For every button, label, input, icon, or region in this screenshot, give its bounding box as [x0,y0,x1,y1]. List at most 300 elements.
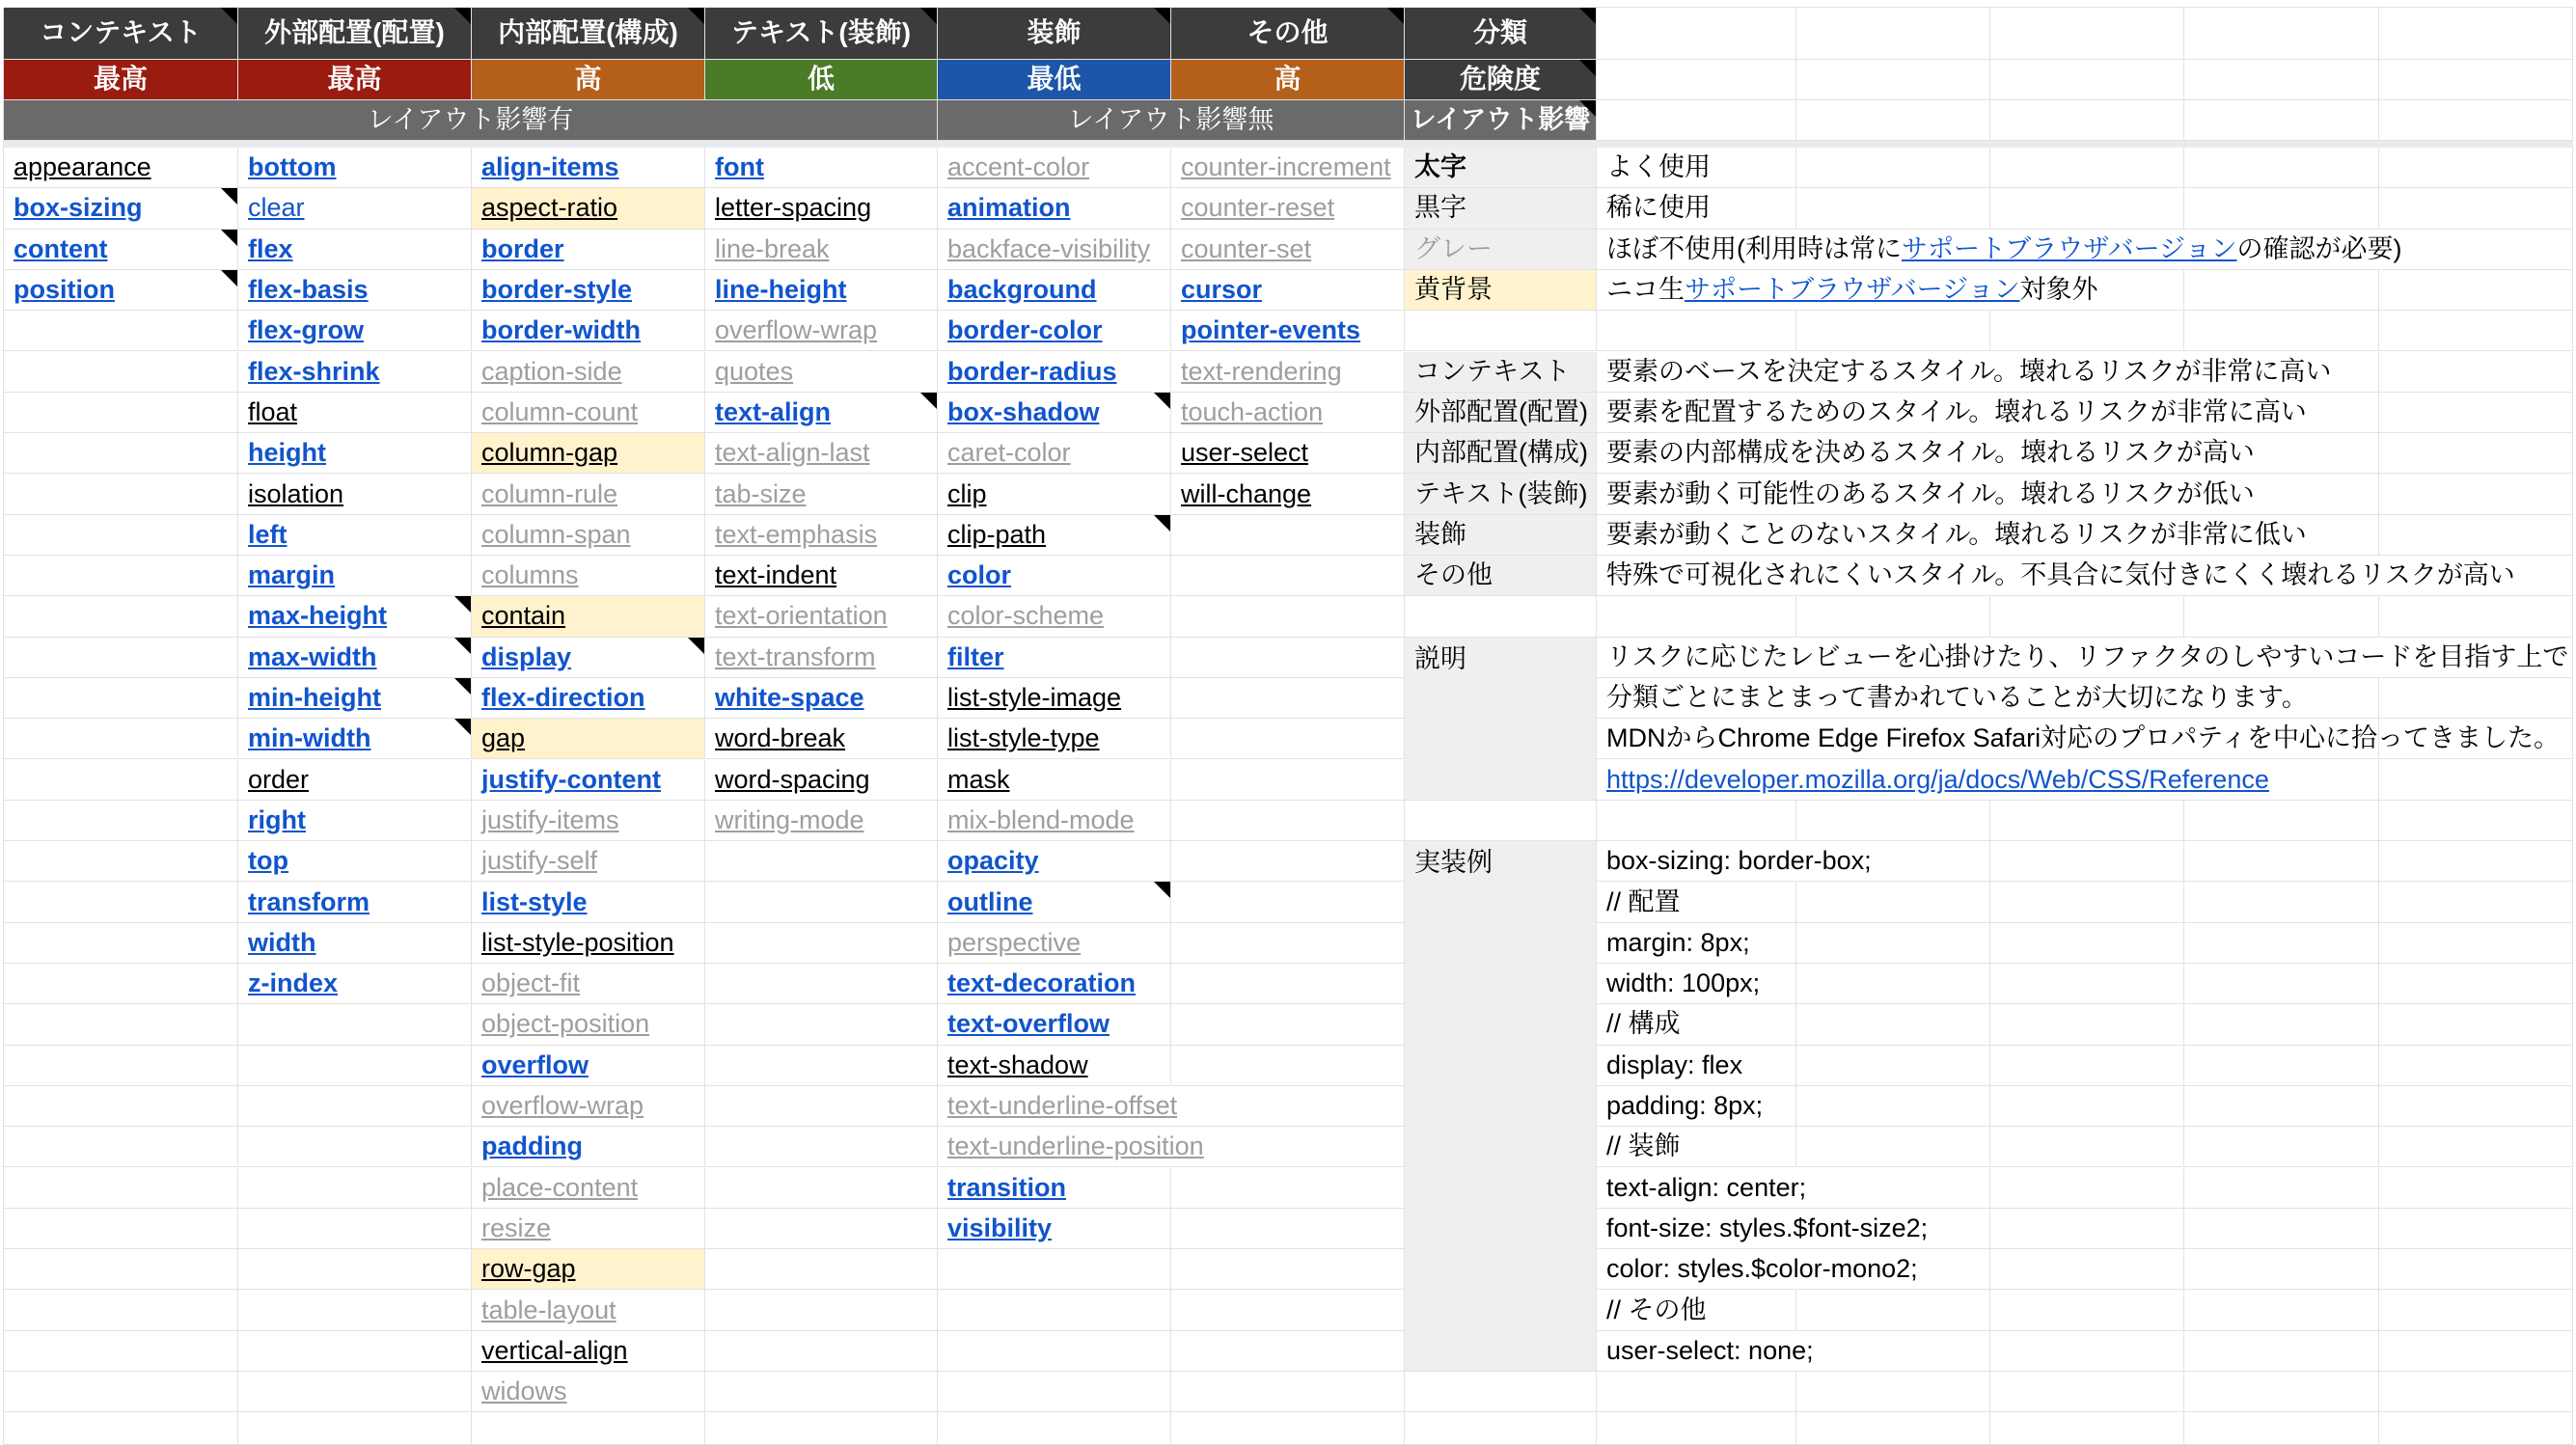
grid-cell[interactable] [1597,1412,1796,1445]
grid-cell[interactable] [2184,188,2379,229]
property-list-style-image[interactable] [938,678,1171,719]
property-opacity[interactable] [938,841,1171,882]
grid-cell[interactable] [1990,1331,2184,1372]
property-font[interactable] [705,148,938,188]
grid-cell[interactable] [2184,1127,2379,1167]
grid-cell[interactable] [938,1412,1171,1445]
grid-cell[interactable] [938,1331,1171,1372]
grid-cell[interactable] [2184,1086,2379,1127]
grid-cell[interactable] [4,760,238,801]
property-filter[interactable] [938,638,1171,678]
grid-cell[interactable] [705,1004,938,1045]
grid-cell[interactable] [1171,841,1405,882]
grid-cell[interactable] [705,923,938,964]
property-background[interactable] [938,270,1171,311]
property-list-style-type[interactable] [938,719,1171,759]
property-text-underline-position[interactable] [938,1127,1405,1167]
grid-cell[interactable] [1990,596,2184,637]
property-line-break[interactable] [705,230,938,270]
grid-cell[interactable] [1796,1290,1990,1330]
property-object-position[interactable] [472,1004,705,1045]
property-accent-color[interactable] [938,148,1171,188]
property-flex-grow[interactable] [238,311,472,351]
property-letter-spacing[interactable] [705,188,938,229]
risk-cell-3[interactable] [705,60,938,100]
grid-cell[interactable] [705,1127,938,1167]
grid-cell[interactable] [1171,882,1405,922]
note-row-13[interactable] [1597,638,2573,678]
property-flex-shrink[interactable] [238,352,472,393]
column-header-2[interactable] [472,8,705,60]
grid-cell[interactable] [1171,964,1405,1004]
property-min-width[interactable] [238,719,472,759]
grid-cell[interactable] [4,556,238,596]
property-list-style[interactable] [472,882,705,922]
property-animation[interactable] [938,188,1171,229]
grid-cell[interactable] [1990,1004,2184,1045]
grid-cell[interactable] [1171,678,1405,719]
grid-cell[interactable] [1796,882,1990,922]
column-header-1[interactable] [238,8,472,60]
grid-cell[interactable] [705,1412,938,1445]
grid-cell[interactable] [1796,1127,1990,1167]
grid-cell[interactable] [1405,311,1597,351]
grid-cell[interactable] [2379,8,2573,60]
property-bottom[interactable] [238,148,472,188]
property-pointer-events[interactable] [1171,311,1405,351]
grid-cell[interactable] [4,1209,238,1249]
note-row-30[interactable] [1597,1331,1990,1372]
grid-cell[interactable] [1171,760,1405,801]
grid-cell[interactable] [1171,596,1405,637]
property-tab-size[interactable] [705,474,938,514]
grid-cell[interactable] [1171,719,1405,759]
property-vertical-align[interactable] [472,1331,705,1372]
grid-cell[interactable] [2184,311,2379,351]
classification-cell-9[interactable] [1405,556,1597,596]
property-justify-self[interactable] [472,841,705,882]
grid-cell[interactable] [705,1086,938,1127]
property-clip-path[interactable] [938,515,1171,556]
property-backface-visibility[interactable] [938,230,1171,270]
property-border[interactable] [472,230,705,270]
classification-cell-5[interactable] [1405,393,1597,433]
grid-cell[interactable] [2184,1249,2379,1290]
grid-cell[interactable] [2379,474,2573,514]
note-link[interactable]: https://developer.mozilla.org/ja/docs/Web/CSS/Reference [1606,764,2269,794]
property-color[interactable] [938,556,1171,596]
grid-cell[interactable] [4,393,238,433]
grid-cell[interactable] [2184,1412,2379,1445]
grid-cell[interactable] [4,1290,238,1330]
note-row-8[interactable] [1597,433,2379,474]
grid-cell[interactable] [2184,841,2379,882]
grid-cell[interactable] [1796,60,1990,100]
grid-cell[interactable] [938,1249,1171,1290]
property-outline[interactable] [938,882,1171,922]
property-overflow[interactable] [472,1046,705,1086]
grid-cell[interactable] [1796,1046,1990,1086]
grid-cell[interactable] [238,1412,472,1445]
property-display[interactable] [472,638,705,678]
note-row-16[interactable] [1597,760,2379,801]
property-white-space[interactable] [705,678,938,719]
grid-cell[interactable] [472,1412,705,1445]
property-text-align-last[interactable] [705,433,938,474]
grid-cell[interactable] [1796,596,1990,637]
property-contain[interactable] [472,596,705,637]
grid-cell[interactable] [2379,1168,2573,1209]
property-box-shadow[interactable] [938,393,1171,433]
property-z-index[interactable] [238,964,472,1004]
grid-cell[interactable] [1990,1412,2184,1445]
grid-cell[interactable] [2184,801,2379,841]
grid-cell[interactable] [1171,1249,1405,1290]
property-position[interactable] [4,270,238,311]
grid-cell[interactable] [1597,100,1796,141]
grid-cell[interactable] [2184,1331,2379,1372]
grid-cell[interactable] [1171,638,1405,678]
property-justify-content[interactable] [472,760,705,801]
grid-cell[interactable] [2184,882,2379,922]
grid-cell[interactable] [4,352,238,393]
grid-cell[interactable] [2184,1046,2379,1086]
grid-cell[interactable] [705,1249,938,1290]
grid-cell[interactable] [4,1331,238,1372]
property-column-rule[interactable] [472,474,705,514]
classification-cell-0[interactable] [1405,148,1597,188]
property-padding[interactable] [472,1127,705,1167]
grid-cell[interactable] [2184,100,2379,141]
property-quotes[interactable] [705,352,938,393]
column-header-3[interactable] [705,8,938,60]
note-row-2[interactable] [1597,188,1796,229]
grid-cell[interactable] [2184,596,2379,637]
grid-cell[interactable] [2379,515,2573,556]
property-text-shadow[interactable] [938,1046,1171,1086]
property-counter-reset[interactable] [1171,188,1405,229]
grid-cell[interactable] [1597,1372,1796,1412]
note-row-7[interactable] [1597,393,2379,433]
grid-cell[interactable] [2379,393,2573,433]
grid-cell[interactable] [238,1086,472,1127]
grid-cell[interactable] [1597,60,1796,100]
grid-cell[interactable] [1990,1209,2184,1249]
note-row-22[interactable] [1597,1004,1796,1045]
property-max-width[interactable] [238,638,472,678]
property-touch-action[interactable] [1171,393,1405,433]
grid-cell[interactable] [2184,964,2379,1004]
grid-cell[interactable] [4,1046,238,1086]
property-flex-direction[interactable] [472,678,705,719]
property-right[interactable] [238,801,472,841]
note-row-20[interactable] [1597,923,1796,964]
grid-cell[interactable] [1405,1372,1597,1412]
note-row-29[interactable] [1597,1290,1796,1330]
grid-cell[interactable] [2379,352,2573,393]
grid-cell[interactable] [1796,923,1990,964]
note-row-24[interactable] [1597,1086,1796,1127]
grid-cell[interactable] [238,1004,472,1045]
grid-cell[interactable] [2379,964,2573,1004]
note-link[interactable]: サポートブラウザバージョン [1902,233,2237,263]
column-header-4[interactable] [938,8,1171,60]
grid-cell[interactable] [1171,1331,1405,1372]
grid-cell[interactable] [2379,433,2573,474]
grid-cell[interactable] [2379,1290,2573,1330]
grid-cell[interactable] [1796,1004,1990,1045]
grid-cell[interactable] [1990,311,2184,351]
grid-cell[interactable] [2184,8,2379,60]
grid-cell[interactable] [2379,1209,2573,1249]
grid-cell[interactable] [4,923,238,964]
property-clear[interactable] [238,188,472,229]
property-visibility[interactable] [938,1209,1171,1249]
note-row-27[interactable] [1597,1209,1990,1249]
property-overflow-wrap[interactable] [705,311,938,351]
grid-cell[interactable] [4,841,238,882]
property-isolation[interactable] [238,474,472,514]
risk-cell-0[interactable] [4,60,238,100]
note-row-25[interactable] [1597,1127,1796,1167]
classification-cell-2[interactable] [1405,230,1597,270]
grid-cell[interactable] [238,1046,472,1086]
property-left[interactable] [238,515,472,556]
grid-cell[interactable] [4,882,238,922]
grid-cell[interactable] [238,1331,472,1372]
grid-cell[interactable] [2379,841,2573,882]
note-row-6[interactable] [1597,352,2379,393]
property-min-height[interactable] [238,678,472,719]
grid-cell[interactable] [4,474,238,514]
property-border-color[interactable] [938,311,1171,351]
grid-cell[interactable] [1990,964,2184,1004]
grid-cell[interactable] [238,1249,472,1290]
property-text-decoration[interactable] [938,964,1171,1004]
property-text-underline-offset[interactable] [938,1086,1405,1127]
property-text-overflow[interactable] [938,1004,1171,1045]
risk-cell-1[interactable] [238,60,472,100]
grid-cell[interactable] [2379,760,2573,801]
property-text-transform[interactable] [705,638,938,678]
grid-cell[interactable] [1796,1412,1990,1445]
risk-cell-6[interactable] [1405,60,1597,100]
note-row-4[interactable] [1597,270,2184,311]
grid-cell[interactable] [2379,1331,2573,1372]
property-row-gap[interactable] [472,1249,705,1290]
property-text-orientation[interactable] [705,596,938,637]
property-transition[interactable] [938,1168,1171,1209]
grid-cell[interactable] [1171,1290,1405,1330]
grid-cell[interactable] [2379,923,2573,964]
grid-cell[interactable] [2379,1086,2573,1127]
grid-cell[interactable] [4,1372,238,1412]
risk-cell-4[interactable] [938,60,1171,100]
grid-cell[interactable] [2379,1046,2573,1086]
grid-cell[interactable] [705,964,938,1004]
grid-cell[interactable] [4,964,238,1004]
grid-cell[interactable] [4,1004,238,1045]
grid-cell[interactable] [1990,1086,2184,1127]
grid-cell[interactable] [1796,964,1990,1004]
property-justify-items[interactable] [472,801,705,841]
grid-cell[interactable] [1990,1290,2184,1330]
grid-cell[interactable] [238,1127,472,1167]
grid-cell[interactable] [1597,596,1796,637]
grid-cell[interactable] [4,678,238,719]
grid-cell[interactable] [1990,801,2184,841]
property-text-rendering[interactable] [1171,352,1405,393]
grid-cell[interactable] [938,1372,1171,1412]
grid-cell[interactable] [705,882,938,922]
grid-cell[interactable] [1171,1168,1405,1209]
grid-cell[interactable] [2184,1209,2379,1249]
property-list-style-position[interactable] [472,923,705,964]
property-line-height[interactable] [705,270,938,311]
grid-cell[interactable] [1990,188,2184,229]
property-column-span[interactable] [472,515,705,556]
property-resize[interactable] [472,1209,705,1249]
grid-cell[interactable] [2184,923,2379,964]
grid-cell[interactable] [1171,556,1405,596]
grid-cell[interactable] [4,1412,238,1445]
note-row-10[interactable] [1597,515,2379,556]
grid-cell[interactable] [2379,596,2573,637]
property-border-width[interactable] [472,311,705,351]
property-float[interactable] [238,393,472,433]
property-flex-basis[interactable] [238,270,472,311]
grid-cell[interactable] [2379,678,2573,719]
property-caret-color[interactable] [938,433,1171,474]
grid-cell[interactable] [2184,1168,2379,1209]
grid-cell[interactable] [238,1209,472,1249]
grid-cell[interactable] [4,638,238,678]
grid-cell[interactable] [1796,1086,1990,1127]
grid-cell[interactable] [2379,148,2573,188]
grid-cell[interactable] [238,1290,472,1330]
classification-cell-6[interactable] [1405,433,1597,474]
note-row-18[interactable] [1597,841,1990,882]
property-clip[interactable] [938,474,1171,514]
grid-cell[interactable] [2379,1004,2573,1045]
grid-cell[interactable] [1990,923,2184,964]
property-widows[interactable] [472,1372,705,1412]
grid-cell[interactable] [1597,311,1796,351]
property-text-indent[interactable] [705,556,938,596]
grid-cell[interactable] [2184,1004,2379,1045]
grid-cell[interactable] [4,801,238,841]
grid-cell[interactable] [1990,1168,2184,1209]
grid-cell[interactable] [1796,1372,1990,1412]
grid-cell[interactable] [4,1127,238,1167]
classification-cell-3[interactable] [1405,270,1597,311]
note-row-26[interactable] [1597,1168,1990,1209]
grid-cell[interactable] [1171,1004,1405,1045]
property-columns[interactable] [472,556,705,596]
property-table-layout[interactable] [472,1290,705,1330]
property-max-height[interactable] [238,596,472,637]
grid-cell[interactable] [705,1331,938,1372]
property-margin[interactable] [238,556,472,596]
risk-cell-5[interactable] [1171,60,1405,100]
grid-cell[interactable] [4,433,238,474]
property-word-spacing[interactable] [705,760,938,801]
layout-impact-no-cell[interactable] [938,100,1405,141]
grid-cell[interactable] [705,841,938,882]
grid-cell[interactable] [4,596,238,637]
property-column-count[interactable] [472,393,705,433]
note-row-11[interactable] [1597,556,2573,596]
grid-cell[interactable] [1597,8,1796,60]
property-text-emphasis[interactable] [705,515,938,556]
grid-cell[interactable] [238,1372,472,1412]
grid-cell[interactable] [1990,8,2184,60]
grid-cell[interactable] [2379,311,2573,351]
property-perspective[interactable] [938,923,1171,964]
grid-cell[interactable] [2379,270,2573,311]
grid-cell[interactable] [4,515,238,556]
grid-cell[interactable] [705,1168,938,1209]
property-order[interactable] [238,760,472,801]
grid-cell[interactable] [1796,801,1990,841]
grid-cell[interactable] [2184,148,2379,188]
property-mix-blend-mode[interactable] [938,801,1171,841]
grid-cell[interactable] [1990,1127,2184,1167]
grid-cell[interactable] [2379,1372,2573,1412]
property-content[interactable] [4,230,238,270]
property-appearance[interactable] [4,148,238,188]
property-counter-set[interactable] [1171,230,1405,270]
property-height[interactable] [238,433,472,474]
grid-cell[interactable] [2379,100,2573,141]
grid-cell[interactable] [1405,801,1597,841]
property-cursor[interactable] [1171,270,1405,311]
note-row-1[interactable] [1597,148,1796,188]
property-flex[interactable] [238,230,472,270]
property-object-fit[interactable] [472,964,705,1004]
note-row-19[interactable] [1597,882,1796,922]
grid-cell[interactable] [1990,882,2184,922]
layout-impact-yes-cell[interactable] [4,100,938,141]
grid-cell[interactable] [1171,923,1405,964]
risk-cell-2[interactable] [472,60,705,100]
grid-cell[interactable] [2379,1249,2573,1290]
property-mask[interactable] [938,760,1171,801]
property-will-change[interactable] [1171,474,1405,514]
property-color-scheme[interactable] [938,596,1171,637]
grid-cell[interactable] [2184,60,2379,100]
classification-cell-8[interactable] [1405,515,1597,556]
grid-cell[interactable] [1796,311,1990,351]
grid-cell[interactable] [705,1046,938,1086]
property-border-radius[interactable] [938,352,1171,393]
grid-cell[interactable] [1405,596,1597,637]
classification-cell-4[interactable] [1405,352,1597,393]
column-header-0[interactable] [4,8,238,60]
grid-cell[interactable] [1990,1249,2184,1290]
property-aspect-ratio[interactable] [472,188,705,229]
grid-cell[interactable] [705,1209,938,1249]
grid-cell[interactable] [1597,801,1796,841]
grid-cell[interactable] [1990,100,2184,141]
property-text-align[interactable] [705,393,938,433]
grid-cell[interactable] [4,1086,238,1127]
grid-cell[interactable] [1796,100,1990,141]
grid-cell[interactable] [4,1249,238,1290]
grid-cell[interactable] [1990,148,2184,188]
grid-cell[interactable] [938,1290,1171,1330]
grid-cell[interactable] [238,1168,472,1209]
